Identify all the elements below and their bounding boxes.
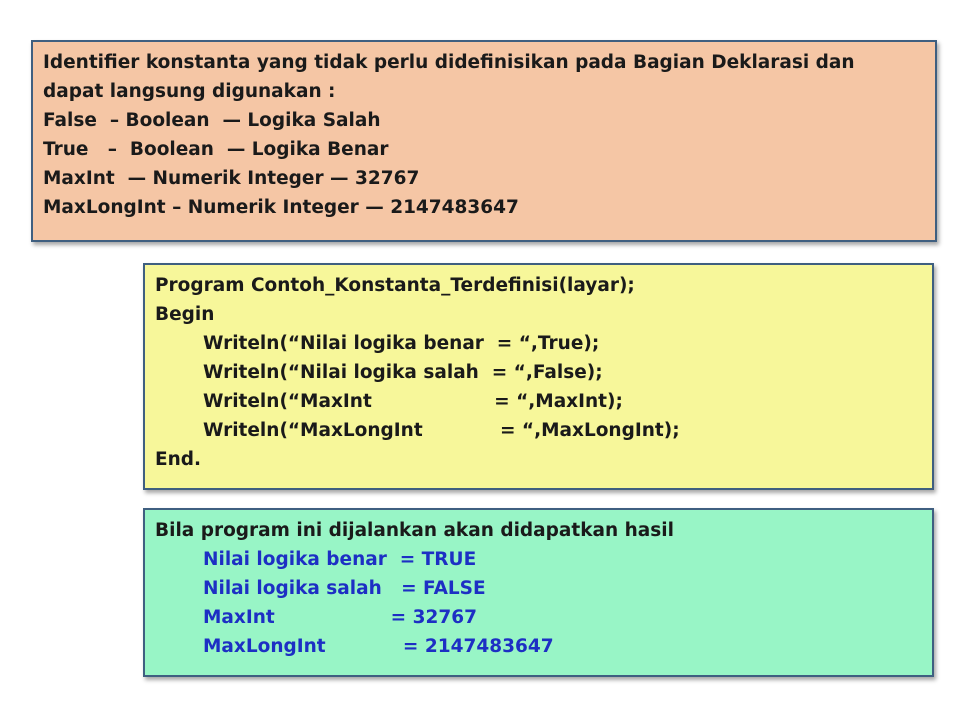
code-line: Writeln(“Nilai logika benar = “,True); [203,333,600,354]
output-line: Nilai logika salah = FALSE [203,578,486,599]
output-line: Nilai logika benar = TRUE [203,549,477,570]
identifiers-line: False – Boolean — Logika Salah [43,110,381,131]
output-line: MaxInt = 32767 [203,607,477,628]
program-code-box [143,263,934,490]
program-output-box [143,508,934,677]
code-line: End. [155,449,202,470]
code-line: Begin [155,304,215,325]
identifiers-line: MaxInt — Numerik Integer — 32767 [43,168,420,189]
code-line: Writeln(“Nilai logika salah = “,False); [203,362,603,383]
identifiers-line: True – Boolean — Logika Benar [43,139,389,160]
output-line: MaxLongInt = 2147483647 [203,636,554,657]
identifiers-line: MaxLongInt – Numerik Integer — 2147483647 [43,197,519,218]
code-line: Program Contoh_Konstanta_Terdefinisi(layar); [155,275,635,296]
output-heading: Bila program ini dijalankan akan didapatkan hasil [155,520,674,541]
identifiers-line: Identifier konstanta yang tidak perlu didefinisikan pada Bagian Deklarasi dan [43,52,855,73]
code-line: Writeln(“MaxLongInt = “,MaxLongInt); [203,420,680,441]
identifiers-box [31,40,937,242]
code-line: Writeln(“MaxInt = “,MaxInt); [203,391,623,412]
identifiers-line: dapat langsung digunakan : [43,81,336,102]
